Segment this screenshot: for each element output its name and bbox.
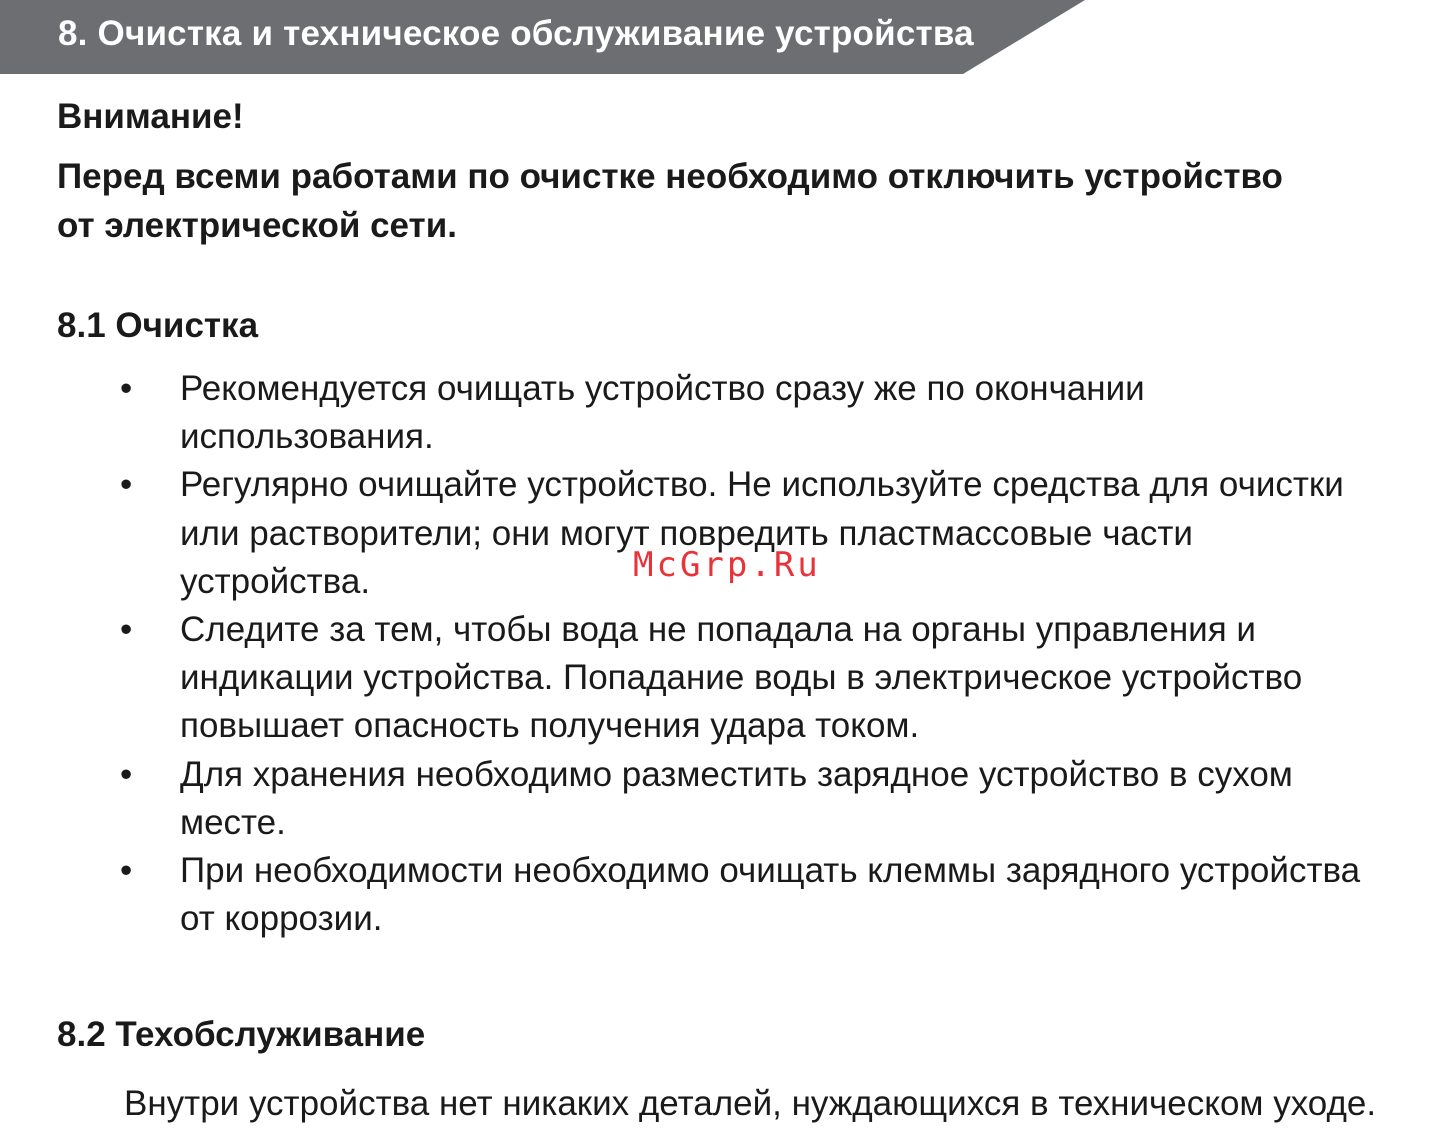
list-item-text: [180, 847, 1450, 943]
bullet-icon: •: [120, 851, 133, 891]
list-item-line: Рекомендуется очищать устройство сразу же по окончании: [180, 369, 1145, 408]
bullet-icon: •: [120, 610, 133, 650]
list-item-line: месте.: [180, 802, 286, 842]
list-item-text: [180, 606, 1450, 751]
warning-title: Внимание!: [57, 97, 244, 136]
bullet-icon: •: [120, 369, 133, 408]
warning-text: [57, 152, 1397, 250]
section-header-title: 8. Очистка и техническое обслуживание устройства: [58, 14, 974, 53]
list-item: [120, 606, 1450, 751]
list-item-line: или растворители; они могут повредить пластмассовые части: [180, 513, 1193, 553]
list-item-line: Следите за тем, чтобы вода не попадала на органы управления и: [180, 610, 1256, 650]
maintenance-text: Внутри устройства нет никаких деталей, нуждающихся в техническом уходе.: [124, 1084, 1377, 1123]
cleaning-bullet-list: [120, 365, 1450, 943]
list-item: [120, 365, 1450, 461]
section-title-cleaning: 8.1 Очистка: [57, 306, 259, 345]
warning-line: от электрической сети.: [57, 206, 457, 245]
list-item-line: Для хранения необходимо разместить зарядное устройство в сухом: [180, 754, 1293, 794]
warning-line: Перед всеми работами по очистке необходимо отключить устройство: [57, 157, 1283, 196]
section-title-maintenance: 8.2 Техобслуживание: [57, 1015, 426, 1054]
list-item-line: повышает опасность получения удара током.: [180, 706, 920, 746]
list-item: [120, 751, 1450, 847]
list-item-line: Регулярно очищайте устройство. Не используйте средства для очистки: [180, 465, 1344, 505]
list-item-line: устройства.: [180, 561, 371, 601]
list-item-line: индикации устройства. Попадание воды в электрическое устройство: [180, 658, 1303, 698]
watermark: McGrp.Ru: [633, 545, 821, 585]
bullet-icon: •: [120, 754, 133, 794]
list-item-line: от коррозии.: [180, 899, 383, 939]
list-item-text: [180, 751, 1450, 847]
list-item: [120, 847, 1450, 943]
bullet-icon: •: [120, 465, 133, 505]
list-item-line: При необходимости необходимо очищать клеммы зарядного устройства: [180, 851, 1361, 891]
list-item-line: использования.: [180, 417, 434, 457]
list-item-text: [180, 365, 1450, 461]
